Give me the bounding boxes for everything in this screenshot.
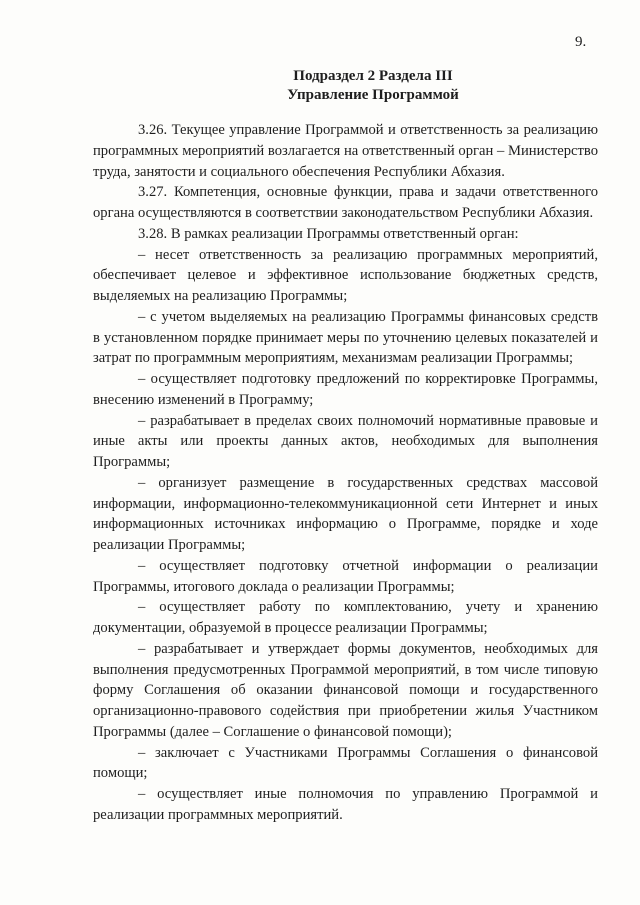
- list-item: – разрабатывает в пределах своих полномочий нормативные правовые и иные акты или проекты данных актов, необходимых для выполнения Программы;: [93, 412, 598, 470]
- list-item: – разрабатывает и утверждает формы документов, необходимых для выполнения предусмотренных Программой мероприятий, в том числе типовую форму Соглашения об оказании финансовой помощи и государственного организационно-правового содействия при приобретении жилья Участником Программы (далее – Соглашение о финансовой помощи);: [93, 640, 598, 740]
- page-number: 9.: [575, 34, 587, 50]
- list-item: – несет ответственность за реализацию программных мероприятий, обеспечивает целевое и эффективное использование бюджетных средств, выделяемых на реализацию Программы;: [93, 246, 598, 304]
- document-body: [93, 120, 598, 826]
- paragraph-3-28: 3.28. В рамках реализации Программы ответственный орган:: [138, 225, 519, 242]
- list-item: – организует размещение в государственных средствах массовой информации, информационно-телекоммуникационной сети Интернет и иных информационных источниках информацию о Программе, порядке и ходе реализации Программы;: [93, 474, 598, 553]
- section-heading-line1: Подраздел 2 Раздела III: [293, 68, 453, 84]
- paragraph-3-27: 3.27. Компетенция, основные функции, права и задачи ответственного органа осуществляются в соответствии законодательством Республики Абхазия.: [93, 184, 598, 221]
- list-item: – осуществляет иные полномочия по управлению Программой и реализации программных мероприятий.: [93, 786, 598, 823]
- list-item: – осуществляет подготовку предложений по корректировке Программы, внесению изменений в Программу;: [93, 371, 598, 408]
- section-heading-line2: Управление Программой: [287, 87, 459, 103]
- section-heading: [93, 67, 640, 105]
- paragraph-3-26: 3.26. Текущее управление Программой и ответственность за реализацию программных мероприятий возлагается на ответственный орган – Министерство труда, занятости и социального обеспечения Республики Абхазия.: [93, 122, 598, 180]
- list-item: – осуществляет подготовку отчетной информации о реализации Программы, итогового доклада о реализации Программы;: [93, 557, 598, 595]
- list-item: – с учетом выделяемых на реализацию Программы финансовых средств в установленном порядке принимает меры по уточнению целевых показателей и затрат по программным мероприятиям, механизмам реализации Программы;: [93, 308, 598, 367]
- list-item: – осуществляет работу по комплектованию, учету и хранению документации, образуемой в процессе реализации Программы;: [93, 599, 598, 636]
- list-item: – заключает с Участниками Программы Соглашения о финансовой помощи;: [93, 744, 598, 782]
